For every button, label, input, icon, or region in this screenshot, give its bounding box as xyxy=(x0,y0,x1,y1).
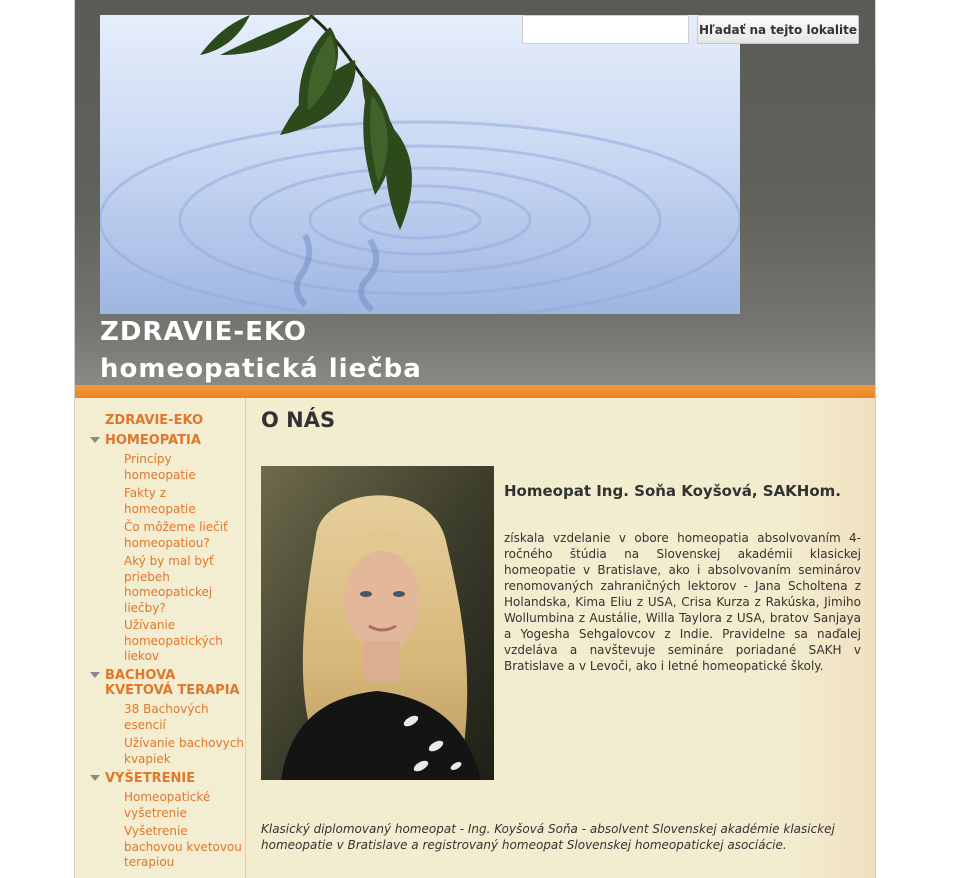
page xyxy=(74,0,876,878)
nav-item-label: KVETOVÁ TERAPIA xyxy=(105,683,240,698)
bio-text: získala vzdelanie v obore homeopatia absolvovaním 4- ročného štúdia na Slovenskej akadémii klasickej homeopatie v Bratislave, ako i absolvovaním seminárov renomovaných zahraničných lektorov - Jana Scholtena z Holandska, Kima Eliu z USA, Crisa Kurza z Rakúska, Jimiho Wollumbina z Austálie, Willa Taylora z USA, bratov Sanjaya a Yogesha Sehgalovcov z Indie. Pravidelne sa naďalej vzdeláva a navštevuje semináre poriadané SAKH v Bratislave a v Levoči, ako i letné homeopatické školy. xyxy=(504,531,861,673)
nav-item-co-mozeme-liecit[interactable] xyxy=(124,520,228,551)
chevron-down-icon[interactable] xyxy=(90,672,100,678)
nav-item-label: Užívanie bachovych xyxy=(124,736,244,750)
banner-image xyxy=(100,15,740,314)
nav-item-38-esencii[interactable] xyxy=(124,702,209,733)
chevron-down-icon[interactable] xyxy=(90,437,100,443)
chevron-down-icon[interactable] xyxy=(90,775,100,781)
sidebar-nav xyxy=(75,398,246,878)
nav-item-bachova[interactable] xyxy=(105,668,240,698)
nav-item-label: 38 Bachových xyxy=(124,702,209,716)
nav-item-homeopaticke-vysetrenie[interactable] xyxy=(124,790,210,821)
credentials-note: Klasický diplomovaný homeopat - Ing. Koyšová Soňa - absolvent Slovenskej akadémie klasickej homeopatie v Bratislave a registrovaný homeopat Slovenskej homeopatickej asociácie. xyxy=(261,822,835,852)
nav-item-principy[interactable] xyxy=(124,452,196,483)
nav-item-label: liekov xyxy=(124,649,160,663)
nav-item-vysetrenie-bachovou[interactable] xyxy=(124,824,242,871)
nav-item-fakty[interactable] xyxy=(124,486,196,517)
nav-item-label: Homeopatické xyxy=(124,790,211,804)
nav-item-home[interactable]: ZDRAVIE-EKO xyxy=(105,413,204,428)
nav-item-label: Čo môžeme liečiť xyxy=(124,520,228,534)
nav-item-label: priebeh xyxy=(124,569,170,584)
nav-item-homeopatia[interactable]: HOMEOPATIA xyxy=(105,433,201,448)
nav-item-label: Aký by mal byť xyxy=(124,554,214,568)
search-input[interactable] xyxy=(522,15,689,44)
nav-item-label: Fakty z xyxy=(124,486,167,500)
nav-item-label: homeopatie xyxy=(124,467,196,482)
nav-item-label: bachovou kvetovou xyxy=(124,839,242,854)
search-button[interactable]: Hľadať na tejto lokalite xyxy=(697,15,859,44)
nav-item-label: Vyšetrenie xyxy=(124,824,188,838)
nav-item-vysetrenie[interactable]: VYŠETRENIE xyxy=(105,771,196,786)
nav-item-label: esencií xyxy=(124,717,166,732)
nav-item-label: vyšetrenie xyxy=(124,805,187,820)
page-title: O NÁS xyxy=(261,408,336,432)
nav-item-label: homeopatickej xyxy=(124,585,213,599)
header xyxy=(75,0,875,385)
nav-item-label: homeopatických xyxy=(124,633,223,648)
site-subtitle: homeopatická liečba xyxy=(100,354,422,384)
nav-item-label: homeopatiou? xyxy=(124,535,210,550)
nav-item-label: liečby? xyxy=(124,600,166,615)
nav-item-uzivanie-kvapiek[interactable] xyxy=(124,736,244,767)
portrait-photo xyxy=(261,466,494,780)
content-area xyxy=(75,398,875,878)
nav-item-priebeh-liecby[interactable] xyxy=(124,554,214,616)
nav-item-label: terapiou xyxy=(124,855,175,869)
bio-heading: Homeopat Ing. Soňa Koyšová, SAKHom. xyxy=(504,482,841,500)
main-content xyxy=(246,398,875,878)
nav-item-uzivanie-liekov[interactable] xyxy=(124,618,223,665)
nav-item-label: homeopatie xyxy=(124,501,196,516)
site-title: ZDRAVIE-EKO xyxy=(100,317,308,347)
nav-item-label: kvapiek xyxy=(124,751,171,766)
nav-item-label: Užívanie xyxy=(124,618,176,632)
nav-item-label: BACHOVA xyxy=(105,668,176,683)
accent-bar xyxy=(75,385,875,398)
nav-item-label: Princípy xyxy=(124,452,172,466)
